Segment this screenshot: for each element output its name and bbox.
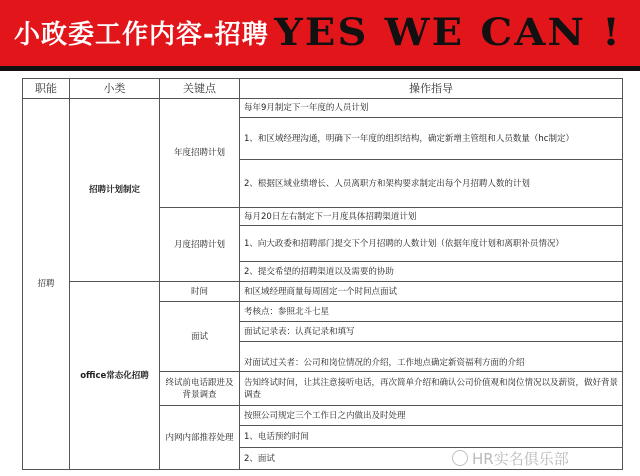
guidance-cell: 每年9月制定下一年度的人员计划 [240, 99, 623, 118]
wechat-icon [452, 450, 468, 466]
table-row [23, 99, 623, 118]
category-cell: office常态化招聘 [70, 282, 160, 470]
watermark [452, 448, 569, 469]
page-title: 小政委工作内容-招聘 [14, 20, 269, 50]
keypoint-cell: 月度招聘计划 [160, 208, 240, 282]
category-cell: 招聘计划制定 [70, 99, 160, 282]
header-divider [0, 66, 640, 71]
keypoint-cell: 内网内部推荐处理 [160, 406, 240, 470]
guidance-cell: 1、和区域经理沟通，明确下一年度的组织结构，确定新增主管组和人员数量（hc制定） [240, 118, 623, 160]
keypoint-cell: 年度招聘计划 [160, 99, 240, 208]
header-banner [0, 0, 640, 66]
keypoint-cell: 面试 [160, 302, 240, 372]
guidance-cell: 告知终试时间，让其注意接听电话，再次简单介绍和确认公司价值观和岗位情况以及薪资，做好背景调查 [240, 372, 623, 406]
table-row [23, 282, 623, 302]
function-cell: 招聘 [23, 99, 70, 470]
guidance-cell: 按照公司规定三个工作日之内做出及时处理 [240, 406, 623, 426]
guidance-cell: 2、面试 [240, 448, 623, 470]
header-function: 职能 [23, 79, 70, 99]
watermark-text: HR实名俱乐部 [472, 450, 569, 468]
slogan-text: YES WE CAN ! [274, 10, 622, 54]
keypoint-cell: 终试前电话跟进及背景调查 [160, 372, 240, 406]
recruitment-table [22, 78, 623, 470]
guidance-cell: 面试记录表：认真记录和填写 [240, 322, 623, 342]
guidance-cell: 和区域经理商量每周固定一个时间点面试 [240, 282, 623, 302]
guidance-cell: 1、电话预约时间 [240, 426, 623, 448]
guidance-cell: 对面试过关者：公司和岗位情况的介绍，工作地点确定新资福利方面的介绍 [240, 342, 623, 372]
guidance-cell: 2、根据区域业绩增长、人员离职方和架构要求制定出每个月招聘人数的计划 [240, 160, 623, 208]
header-category: 小类 [70, 79, 160, 99]
guidance-cell: 2、提交希望的招聘渠道以及需要的协助 [240, 262, 623, 282]
table-header-row [23, 79, 623, 99]
guidance-cell: 每月20日左右制定下一月度具体招聘渠道计划 [240, 208, 623, 226]
keypoint-cell: 时间 [160, 282, 240, 302]
header-guidance: 操作指导 [240, 79, 623, 99]
guidance-cell: 1、向大政委和招聘部门提交下个月招聘的人数计划（依据年度计划和离职补员情况） [240, 226, 623, 262]
guidance-cell: 考核点：参照北斗七星 [240, 302, 623, 322]
header-keypoint: 关键点 [160, 79, 240, 99]
